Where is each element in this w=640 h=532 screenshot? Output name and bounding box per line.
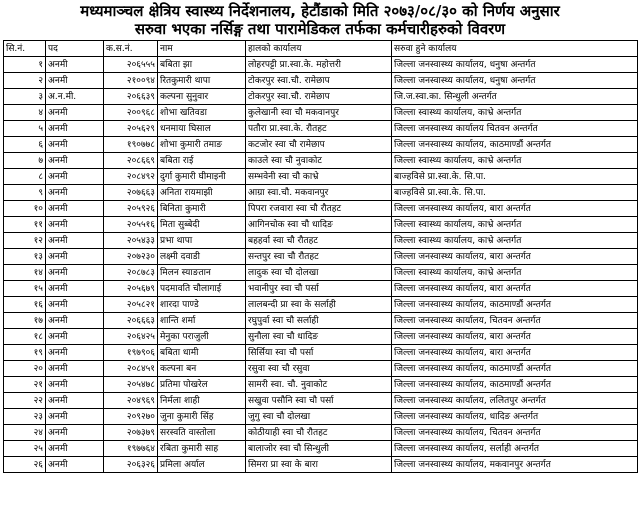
cell-current-office: आगिनचोक स्वा चौ धादिङ bbox=[246, 217, 392, 233]
table-row bbox=[4, 409, 638, 425]
cell-post: अनमी bbox=[46, 57, 104, 73]
cell-post: अनमी bbox=[46, 249, 104, 265]
cell-post: अनमी bbox=[46, 105, 104, 121]
table-row bbox=[4, 281, 638, 297]
cell-name: प्रमिला अर्याल bbox=[158, 457, 246, 473]
cell-current-office: कोठीयाही स्वा चौ रौतहट bbox=[246, 425, 392, 441]
cell-name: रबिता कुमारी साह bbox=[158, 441, 246, 457]
cell-post: अनमी bbox=[46, 393, 104, 409]
cell-current-office: जुगु स्वा चौ दोलखा bbox=[246, 409, 392, 425]
cell-new-office: जिल्ला जनस्वास्थ्य कार्यालय, धनुषा अन्तर्गत bbox=[392, 73, 638, 89]
title-line-1: मध्यमाञ्चल क्षेत्रिय स्वास्थ्य निर्देशनालय, हेटौंडाको मिति २०७३/०८/३० को निर्णय अनुसार bbox=[80, 2, 560, 20]
cell-current-office: लालबन्दी प्रा स्वा के सर्लाही bbox=[246, 297, 392, 313]
cell-post: अनमी bbox=[46, 185, 104, 201]
cell-new-office: जिल्ला जनस्वास्थ्य कार्यालय, काठमाण्डौं अन्तर्गत bbox=[392, 361, 638, 377]
cell-post: अनमी bbox=[46, 217, 104, 233]
cell-name: प्रभा थापा bbox=[158, 233, 246, 249]
table-row bbox=[4, 361, 638, 377]
cell-current-office: सिर्सिया स्वा चौ पर्सा bbox=[246, 345, 392, 361]
table-row bbox=[4, 89, 638, 105]
document-title bbox=[0, 0, 640, 40]
cell-new-office: बाज्हविसे प्रा.स्वा.के. सि.पा. bbox=[392, 169, 638, 185]
table-row bbox=[4, 201, 638, 217]
cell-name: लक्ष्मी दवाडी bbox=[158, 249, 246, 265]
table-row bbox=[4, 249, 638, 265]
cell-code: २१००९४ bbox=[104, 73, 158, 89]
cell-code: १९७७६४ bbox=[104, 441, 158, 457]
cell-new-office: जिल्ला जनस्वास्थ्य कार्यालय, बारा अन्तर्गत bbox=[392, 281, 638, 297]
table-row bbox=[4, 217, 638, 233]
cell-sn: १२ bbox=[4, 233, 46, 249]
cell-sn: १० bbox=[4, 201, 46, 217]
cell-sn: २२ bbox=[4, 393, 46, 409]
cell-sn: १३ bbox=[4, 249, 46, 265]
cell-name: बबिता धामी bbox=[158, 345, 246, 361]
cell-code: २०८४९२ bbox=[104, 169, 158, 185]
cell-new-office: जिल्ला जनस्वास्थ्य कार्यालय, सर्लाही अन्तर्गत bbox=[392, 441, 638, 457]
cell-sn: २३ bbox=[4, 409, 46, 425]
cell-name: बबिता झा bbox=[158, 57, 246, 73]
cell-new-office: जिल्ला जनस्वास्थ्य कार्यालय, मकवानपुर अन्तर्गत bbox=[392, 457, 638, 473]
header-code: क.स.नं. bbox=[104, 41, 158, 57]
table-row bbox=[4, 329, 638, 345]
cell-code: २०६५५५ bbox=[104, 57, 158, 73]
table-row bbox=[4, 121, 638, 137]
cell-current-office: सिमरा प्रा स्वा के बारा bbox=[246, 457, 392, 473]
cell-post: अनमी bbox=[46, 441, 104, 457]
cell-name: शोभा खतिवडा bbox=[158, 105, 246, 121]
cell-new-office: जिल्ला जनस्वास्थ्य कार्यालय, बारा अन्तर्गत bbox=[392, 249, 638, 265]
cell-current-office: टोकरपुर स्वा.चौ. रामेछाप bbox=[246, 89, 392, 105]
cell-post: अनमी bbox=[46, 313, 104, 329]
cell-name: प्रतिमा पोखरेल bbox=[158, 377, 246, 393]
cell-sn: १५ bbox=[4, 281, 46, 297]
cell-new-office: जिल्ला स्वास्थ्य कार्यालय, काभ्रे अन्तर्गत bbox=[392, 153, 638, 169]
cell-sn: २ bbox=[4, 73, 46, 89]
cell-sn: १४ bbox=[4, 265, 46, 281]
table-row bbox=[4, 377, 638, 393]
cell-new-office: जिल्ला जनस्वास्थ्य कार्यालय, बारा अन्तर्गत bbox=[392, 201, 638, 217]
cell-sn: २१ bbox=[4, 377, 46, 393]
cell-code: २०८४५१ bbox=[104, 361, 158, 377]
cell-post: अनमी bbox=[46, 153, 104, 169]
cell-current-office: लादुक स्वा चौ दोलखा bbox=[246, 265, 392, 281]
cell-sn: ४ bbox=[4, 105, 46, 121]
title-line-2: सरुवा भएका नर्सिङ्ग तथा पारामेडिकल तर्फका कर्मचारीहरुको विवरण bbox=[134, 20, 506, 38]
cell-new-office: जिल्ला जनस्वास्थ्य कार्यालय, बारा अन्तर्गत bbox=[392, 329, 638, 345]
table-row bbox=[4, 57, 638, 73]
cell-current-office: भवानीपुर स्वा चौ पर्सा bbox=[246, 281, 392, 297]
cell-new-office: जिल्ला स्वास्थ्य कार्यालय, काभ्रे अन्तर्गत bbox=[392, 265, 638, 281]
cell-name: शान्ति शर्मा bbox=[158, 313, 246, 329]
cell-post: अनमी bbox=[46, 345, 104, 361]
cell-code: २०८६६९ bbox=[104, 153, 158, 169]
cell-code: २०५८२१ bbox=[104, 297, 158, 313]
cell-current-office: लोहरपट्टी प्रा.स्वा.के. महोत्तरी bbox=[246, 57, 392, 73]
cell-code: २०७२३० bbox=[104, 249, 158, 265]
cell-sn: १६ bbox=[4, 297, 46, 313]
cell-sn: २५ bbox=[4, 441, 46, 457]
cell-post: अनमी bbox=[46, 265, 104, 281]
cell-current-office: पिपरा रजवारा स्वा चौ रौतहट bbox=[246, 201, 392, 217]
table-row bbox=[4, 441, 638, 457]
cell-current-office: आग्रा स्वा.चौ. मकवानपुर bbox=[246, 185, 392, 201]
cell-code: २०५६२९ bbox=[104, 121, 158, 137]
table-body bbox=[4, 57, 638, 473]
header-name: नाम bbox=[158, 41, 246, 57]
cell-sn: ११ bbox=[4, 217, 46, 233]
cell-new-office: जिल्ला जनस्वास्थ्य कार्यालय चितवन अन्तर्गत bbox=[392, 121, 638, 137]
cell-current-office: कटजोर स्वा चौ रामेछाप bbox=[246, 137, 392, 153]
cell-post: अनमी bbox=[46, 169, 104, 185]
cell-name: दुर्गा कुमारी घीमाइनी bbox=[158, 169, 246, 185]
cell-new-office: जिल्ला जनस्वास्थ्य कार्यालय, धनुषा अन्तर्गत bbox=[392, 57, 638, 73]
cell-new-office: जिल्ला जनस्वास्थ्य कार्यालय, काठमाण्डौं अन्तर्गत bbox=[392, 377, 638, 393]
header-post: पद bbox=[46, 41, 104, 57]
cell-sn: १७ bbox=[4, 313, 46, 329]
cell-post: अनमी bbox=[46, 361, 104, 377]
cell-sn: २० bbox=[4, 361, 46, 377]
header-sn: सि.नं. bbox=[4, 41, 46, 57]
cell-code: २०४९६९ bbox=[104, 393, 158, 409]
cell-post: अनमी bbox=[46, 73, 104, 89]
cell-new-office: जिल्ला जनस्वास्थ्य कार्यालय, धादिङ अन्तर्गत bbox=[392, 409, 638, 425]
cell-new-office: जिल्ला जनस्वास्थ्य कार्यालय, चितवन अन्तर्गत bbox=[392, 313, 638, 329]
cell-name: पदमावति चौलागाई bbox=[158, 281, 246, 297]
cell-current-office: सामरी स्वा. चौ. नुवाकोट bbox=[246, 377, 392, 393]
cell-post: अनमी bbox=[46, 137, 104, 153]
cell-name: मिलन स्याङतान bbox=[158, 265, 246, 281]
cell-name: रितकुमारी थापा bbox=[158, 73, 246, 89]
cell-current-office: रसुवा स्वा चौ रसुवा bbox=[246, 361, 392, 377]
cell-code: २००९६८ bbox=[104, 105, 158, 121]
cell-name: बिनिता कुमारी bbox=[158, 201, 246, 217]
cell-name: जुना कुमारी सिंह bbox=[158, 409, 246, 425]
cell-current-office: बहहर्वा स्वा चौ रौतहट bbox=[246, 233, 392, 249]
cell-new-office: जिल्ला जनस्वास्थ्य कार्यालय, ललितपुर अन्तर्गत bbox=[392, 393, 638, 409]
table-row bbox=[4, 457, 638, 473]
cell-post: अनमी bbox=[46, 409, 104, 425]
cell-new-office: जिल्ला स्वास्थ्य कार्यालय, काभ्रे अन्तर्गत bbox=[392, 105, 638, 121]
cell-current-office: कुलेखानी स्वा चौ मकवानपुर bbox=[246, 105, 392, 121]
cell-post: अनमी bbox=[46, 377, 104, 393]
cell-name: धनमाया घिसाल bbox=[158, 121, 246, 137]
cell-sn: १ bbox=[4, 57, 46, 73]
cell-new-office: जि.ज.स्वा.का. सिन्धुली अन्तर्गत bbox=[392, 89, 638, 105]
table-row bbox=[4, 105, 638, 121]
cell-code: २०६३२६ bbox=[104, 457, 158, 473]
cell-code: २०७६६३ bbox=[104, 185, 158, 201]
cell-name: शोभा कुमारी तमाङ bbox=[158, 137, 246, 153]
cell-post: अ.न.मी. bbox=[46, 89, 104, 105]
cell-current-office: बालाजोर स्वा चौ सिन्धुली bbox=[246, 441, 392, 457]
cell-current-office: सुनौला स्वा चौ धादिङ bbox=[246, 329, 392, 345]
cell-post: अनमी bbox=[46, 297, 104, 313]
cell-current-office: पतौरा प्रा.स्वा.के. रौतहट bbox=[246, 121, 392, 137]
cell-post: अनमी bbox=[46, 233, 104, 249]
cell-code: २०५४७८ bbox=[104, 377, 158, 393]
cell-new-office: जिल्ला जनस्वास्थ्य कार्यालय, चितवन अन्तर्गत bbox=[392, 425, 638, 441]
cell-sn: ६ bbox=[4, 137, 46, 153]
cell-code: २०८७८३ bbox=[104, 265, 158, 281]
cell-sn: ७ bbox=[4, 153, 46, 169]
cell-code: २०५६७९ bbox=[104, 281, 158, 297]
table-row bbox=[4, 393, 638, 409]
table-row bbox=[4, 185, 638, 201]
transfer-table bbox=[3, 40, 638, 473]
cell-name: कल्पना सुनुवार bbox=[158, 89, 246, 105]
cell-sn: १९ bbox=[4, 345, 46, 361]
table-row bbox=[4, 73, 638, 89]
cell-sn: ५ bbox=[4, 121, 46, 137]
cell-post: अनमी bbox=[46, 425, 104, 441]
cell-sn: ९ bbox=[4, 185, 46, 201]
cell-code: २०५४३३ bbox=[104, 233, 158, 249]
cell-post: अनमी bbox=[46, 121, 104, 137]
table-header-row bbox=[4, 41, 638, 57]
cell-name: कल्पना बन bbox=[158, 361, 246, 377]
cell-current-office: काउले स्वा चौ नुवाकोट bbox=[246, 153, 392, 169]
cell-code: २०६६३९ bbox=[104, 89, 158, 105]
cell-current-office: सम्भवेनी स्वा चौ काभ्रे bbox=[246, 169, 392, 185]
cell-post: अनमी bbox=[46, 281, 104, 297]
cell-name: निर्मला शाही bbox=[158, 393, 246, 409]
cell-current-office: सन्तपुर स्वा चौ रौतहट bbox=[246, 249, 392, 265]
cell-new-office: जिल्ला जनस्वास्थ्य कार्यालय, काठमाण्डौं अन्तर्गत bbox=[392, 297, 638, 313]
cell-sn: ३ bbox=[4, 89, 46, 105]
table-row bbox=[4, 425, 638, 441]
cell-sn: २६ bbox=[4, 457, 46, 473]
table-row bbox=[4, 265, 638, 281]
cell-current-office: सखुवा पसौनि स्वा चौ पर्सा bbox=[246, 393, 392, 409]
cell-code: १९७९०६ bbox=[104, 345, 158, 361]
cell-code: २०६४२५ bbox=[104, 329, 158, 345]
cell-current-office: टोकरपुर स्वा.चौ. रामेछाप bbox=[246, 73, 392, 89]
cell-name: बबिता राई bbox=[158, 153, 246, 169]
table-row bbox=[4, 313, 638, 329]
cell-code: २०६६६३ bbox=[104, 313, 158, 329]
cell-code: २०५५१६ bbox=[104, 217, 158, 233]
cell-new-office: जिल्ला जनस्वास्थ्य कार्यालय, काठमाण्डौं अन्तर्गत bbox=[392, 137, 638, 153]
cell-code: १९०७७८ bbox=[104, 137, 158, 153]
cell-name: सरस्वति वास्तोला bbox=[158, 425, 246, 441]
cell-new-office: जिल्ला स्वास्थ्य कार्यालय, काभ्रे अन्तर्गत bbox=[392, 217, 638, 233]
cell-name: शारदा पाण्डे bbox=[158, 297, 246, 313]
header-new-office: सरुवा हुने कार्यालय bbox=[392, 41, 638, 57]
table-row bbox=[4, 137, 638, 153]
cell-new-office: जिल्ला स्वास्थ्य कार्यालय, काभ्रे अन्तर्गत bbox=[392, 233, 638, 249]
cell-sn: ८ bbox=[4, 169, 46, 185]
table-row bbox=[4, 153, 638, 169]
cell-name: मिता सुब्बेदी bbox=[158, 217, 246, 233]
table-row bbox=[4, 169, 638, 185]
cell-name: मेनुका पराजुली bbox=[158, 329, 246, 345]
cell-post: अनमी bbox=[46, 457, 104, 473]
table-row bbox=[4, 345, 638, 361]
header-current-office: हालको कार्यालय bbox=[246, 41, 392, 57]
cell-new-office: बाज्हविसे प्रा.स्वा.के. सि.पा. bbox=[392, 185, 638, 201]
cell-code: २०५९२६ bbox=[104, 201, 158, 217]
cell-new-office: जिल्ला जनस्वास्थ्य कार्यालय, बारा अन्तर्गत bbox=[392, 345, 638, 361]
cell-post: अनमी bbox=[46, 201, 104, 217]
cell-sn: १८ bbox=[4, 329, 46, 345]
cell-current-office: रघुपुर्वा स्वा चौ सर्लाही bbox=[246, 313, 392, 329]
table-row bbox=[4, 297, 638, 313]
cell-code: २०७३७९ bbox=[104, 425, 158, 441]
cell-post: अनमी bbox=[46, 329, 104, 345]
cell-sn: २४ bbox=[4, 425, 46, 441]
cell-name: अनिता रायमाझी bbox=[158, 185, 246, 201]
table-row bbox=[4, 233, 638, 249]
cell-code: २०९२७० bbox=[104, 409, 158, 425]
